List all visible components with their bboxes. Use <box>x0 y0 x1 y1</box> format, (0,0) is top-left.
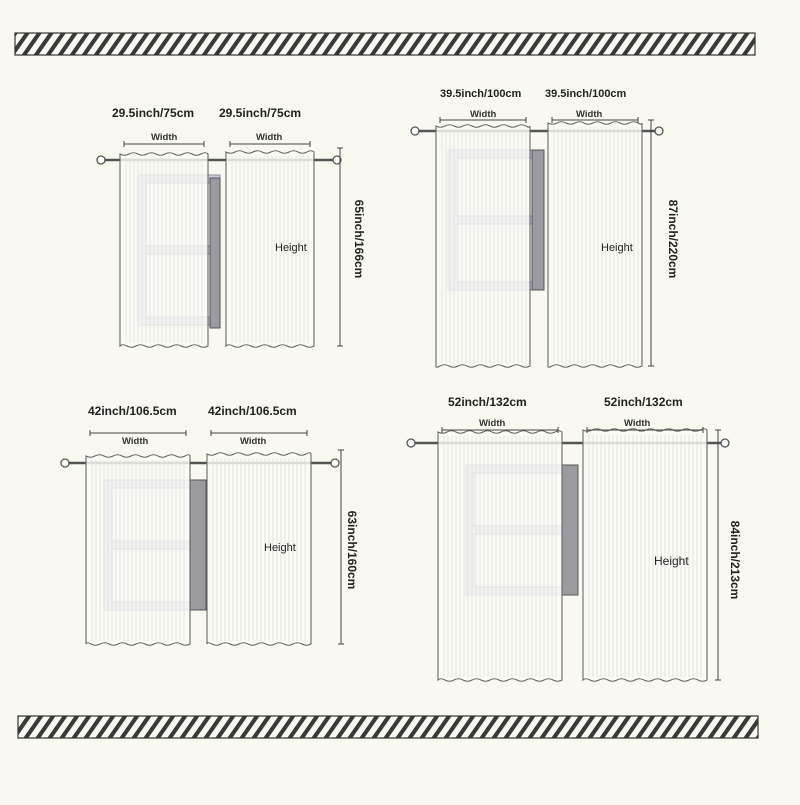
set3-left-width-label: Width <box>122 436 149 447</box>
set1-length: 65inch/166cm <box>352 199 366 279</box>
set1-left-panel <box>120 153 208 348</box>
top-hatch-band <box>15 33 755 55</box>
set4-rod-finial-right <box>721 439 729 447</box>
set2-right-size: 39.5inch/100cm <box>545 88 627 100</box>
set2-left-panel <box>436 125 530 368</box>
set4-right-width-label: Width <box>624 418 651 429</box>
set2-rod-finial-right <box>655 127 663 135</box>
set4-length-bracket <box>715 430 721 680</box>
set2-length: 87inch/220cm <box>666 199 680 279</box>
set1-length-bracket <box>337 148 343 346</box>
set1-right-width-label: Width <box>256 132 283 143</box>
set3-left-panel <box>86 455 190 646</box>
set2-rod-finial-left <box>411 127 419 135</box>
set1-left-size: 29.5inch/75cm <box>112 106 195 120</box>
set3-right-width-label: Width <box>240 436 267 447</box>
set3 <box>61 430 344 645</box>
set4-rod-finial-left <box>407 439 415 447</box>
set4-right-size: 52inch/132cm <box>604 395 683 409</box>
set2-length-bracket <box>648 120 654 366</box>
set3-right-size: 42inch/106.5cm <box>208 404 297 418</box>
set2-right-width-label: Width <box>576 109 603 120</box>
set3-rod-finial-left <box>61 459 69 467</box>
set4-left-panel <box>438 431 562 682</box>
set4-left-width-label: Width <box>479 418 506 429</box>
set3-left-size: 42inch/106.5cm <box>88 404 177 418</box>
set1-right-size: 29.5inch/75cm <box>219 106 302 120</box>
set3-length: 63inch/160cm <box>345 510 359 590</box>
set4-length: 84inch/213cm <box>728 520 742 600</box>
set2-window-post <box>532 150 544 290</box>
set1-rod-finial-left <box>97 156 105 164</box>
set4-window-post <box>562 465 578 595</box>
set3-rod-finial-right <box>331 459 339 467</box>
set3-window-post <box>190 480 206 610</box>
set1-left-width-label: Width <box>151 132 178 143</box>
set4-left-size: 52inch/132cm <box>448 395 527 409</box>
set2-height-label: Height <box>601 242 633 254</box>
set3-height-label: Height <box>264 542 296 554</box>
set2-left-width-label: Width <box>470 109 497 120</box>
set2-left-size: 39.5inch/100cm <box>440 88 522 100</box>
set4-height-label: Height <box>654 554 689 568</box>
set1-height-label: Height <box>275 242 307 254</box>
set3-length-bracket <box>338 450 344 644</box>
set1-window-post <box>210 178 220 328</box>
bottom-hatch-band <box>18 716 758 738</box>
